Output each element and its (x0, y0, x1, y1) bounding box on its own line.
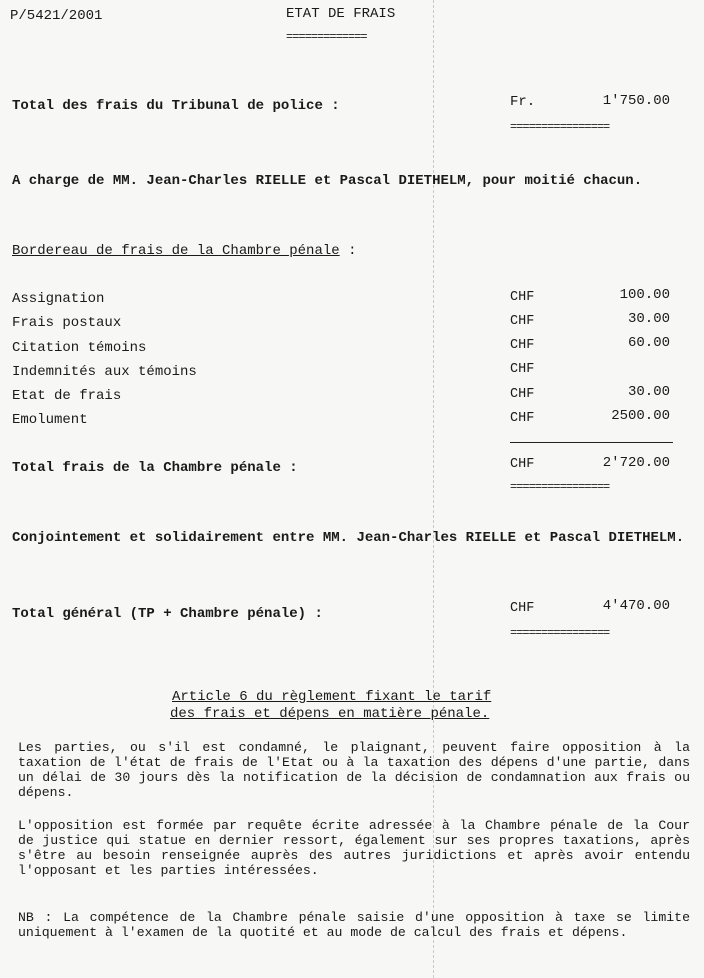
item-amount: 30.00 (627, 311, 670, 327)
item-label: Assignation (12, 291, 105, 307)
item-label: Emolument (12, 412, 88, 428)
general-total-currency: CHF (510, 601, 535, 616)
item-label: Citation témoins (12, 340, 147, 356)
item-currency: CHF (510, 411, 535, 426)
article-title-line1: Article 6 du règlement fixant le tarif (172, 689, 492, 705)
bordereau-heading (12, 243, 356, 259)
chambre-total-underline: ================ (510, 480, 610, 494)
item-amount: 2500.00 (611, 408, 670, 424)
chambre-total-label: Total frais de la Chambre pénale : (12, 460, 298, 476)
tribunal-total-label: Total des frais du Tribunal de police : (12, 98, 340, 114)
article-paragraph-2: L'opposition est formée par requête écrite adressée à la Chambre pénale de la Cour de justice qui statue en dernier ressort, également sur ses propres taxations, après s'être au besoin renseignée auprès des autres juridictions et après avoir entendu l'opposant et les parties intéressées. (18, 818, 690, 878)
chambre-total-currency: CHF (510, 457, 535, 472)
article-title-line2: des frais et dépens en matière pénale. (170, 706, 490, 722)
bordereau-heading-colon: : (348, 243, 357, 259)
item-label: Etat de frais (12, 388, 122, 404)
general-total-underline: ================ (510, 626, 610, 640)
tribunal-amount: 1'750.00 (602, 93, 670, 109)
title-underline: ============= (286, 30, 367, 44)
item-currency: CHF (510, 387, 535, 402)
tribunal-currency: Fr. (510, 94, 536, 110)
item-currency: CHF (510, 362, 535, 377)
bordereau-heading-text: Bordereau de frais de la Chambre pénale (12, 243, 340, 259)
tribunal-underline: ================ (510, 120, 610, 134)
general-total-label: Total général (TP + Chambre pénale) : (12, 606, 323, 622)
joint-statement: Conjointement et solidairement entre MM. Jean-Charles RIELLE et Pascal DIETHELM. (12, 530, 685, 546)
case-reference: P/5421/2001 (10, 8, 103, 24)
item-amount: 100.00 (619, 287, 670, 303)
item-currency: CHF (510, 314, 535, 329)
item-label: Frais postaux (12, 315, 122, 331)
article-paragraph-1: Les parties, ou s'il est condamné, le plaignant, peuvent faire opposition à la taxation de l'état de frais de l'Etat ou à la taxation des dépens d'une partie, dans un délai de 30 jours dès la notification de la décision de condamnation aux frais ou dépens. (18, 740, 690, 800)
item-label: Indemnités aux témoins (12, 364, 197, 380)
item-currency: CHF (510, 338, 535, 353)
chambre-total-amount: 2'720.00 (602, 455, 670, 471)
article-paragraph-3: NB : La compétence de la Chambre pénale saisie d'une opposition à taxe se limite uniquement à l'examen de la quotité et au mode de calcul des frais et dépens. (18, 910, 690, 940)
sum-rule (510, 442, 673, 443)
item-amount: 30.00 (627, 384, 670, 400)
item-amount: 60.00 (627, 335, 670, 351)
general-total-amount: 4'470.00 (602, 598, 670, 614)
charge-statement: A charge de MM. Jean-Charles RIELLE et Pascal DIETHELM, pour moitié chacun. (12, 173, 643, 189)
item-currency: CHF (510, 290, 535, 305)
document-title: ETAT DE FRAIS (286, 6, 396, 22)
